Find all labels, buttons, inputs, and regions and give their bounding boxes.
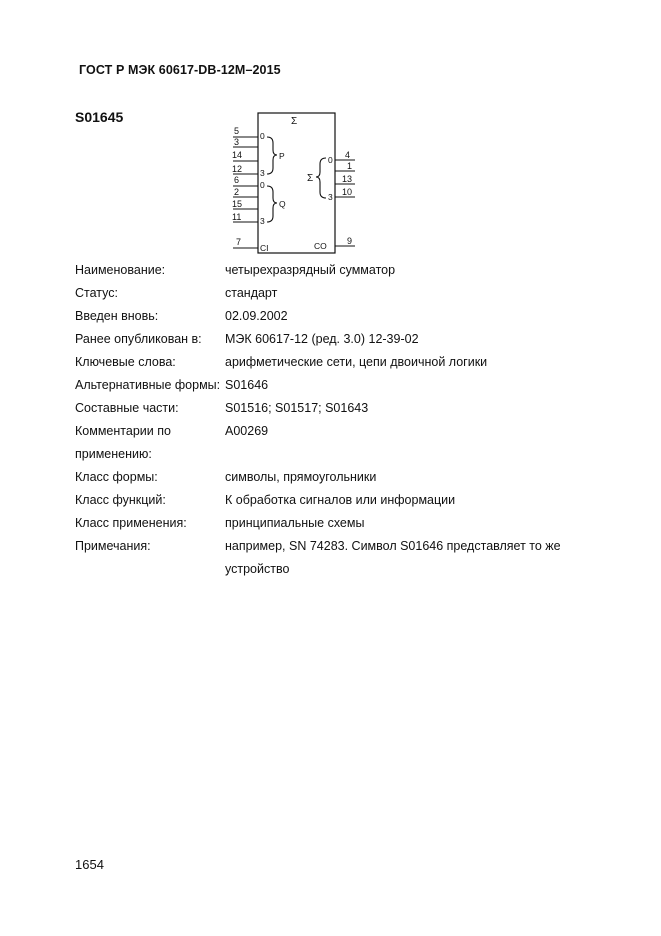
property-value: принципиальные схемы bbox=[225, 516, 365, 530]
co-label: CO bbox=[314, 241, 327, 251]
pin-q1: 2 bbox=[234, 187, 240, 197]
property-value: S01516; S01517; S01643 bbox=[225, 401, 369, 415]
property-row bbox=[75, 328, 595, 351]
sigma-output-label: Σ bbox=[307, 173, 314, 184]
properties-table bbox=[75, 259, 595, 581]
symbol-code: S01645 bbox=[75, 109, 124, 125]
pin-out3: 10 bbox=[342, 187, 353, 197]
group-q-label: Q bbox=[279, 199, 286, 209]
adder-symbol-diagram bbox=[228, 110, 368, 260]
property-label: Статус: bbox=[75, 286, 118, 300]
property-label: Класс применения: bbox=[75, 516, 187, 530]
brace-p bbox=[267, 137, 277, 174]
bit-out-high: 3 bbox=[328, 192, 333, 202]
pin-out0: 4 bbox=[345, 150, 351, 160]
property-value: S01646 bbox=[225, 378, 269, 392]
sigma-title: Σ bbox=[291, 116, 298, 127]
pin-out1: 1 bbox=[347, 161, 353, 171]
property-row bbox=[75, 489, 595, 512]
bit-p-high: 3 bbox=[260, 168, 265, 178]
pin-ci: 7 bbox=[236, 237, 242, 247]
property-label: Примечания: bbox=[75, 539, 151, 553]
document-header: ГОСТ Р МЭК 60617-DB-12M–2015 bbox=[79, 63, 281, 77]
property-value: четырехразрядный сумматор bbox=[225, 263, 396, 277]
group-p-label: P bbox=[279, 151, 285, 161]
property-label: Ранее опубликован в: bbox=[75, 332, 202, 346]
property-row bbox=[75, 512, 595, 535]
property-label: Ключевые слова: bbox=[75, 355, 176, 369]
property-value: стандарт bbox=[225, 286, 278, 300]
property-row bbox=[75, 420, 595, 466]
property-label: Составные части: bbox=[75, 401, 179, 415]
property-label: Класс функций: bbox=[75, 493, 166, 507]
property-row bbox=[75, 374, 595, 397]
ci-label: CI bbox=[260, 243, 269, 253]
property-row bbox=[75, 351, 595, 374]
property-label: Альтернативные формы: bbox=[75, 378, 221, 392]
property-value: A00269 bbox=[225, 424, 269, 438]
brace-q bbox=[267, 186, 277, 222]
property-value: арифметические сети, цепи двоичной логики bbox=[225, 355, 488, 369]
property-label: Введен вновь: bbox=[75, 309, 159, 323]
pin-q3: 11 bbox=[232, 212, 242, 222]
property-label: Наименование: bbox=[75, 263, 166, 277]
page-number: 1654 bbox=[75, 857, 104, 872]
pin-q0: 6 bbox=[234, 175, 240, 185]
property-value: например, SN 74283. Символ S01646 представляет то же устройство bbox=[225, 539, 561, 576]
pin-out2: 13 bbox=[342, 174, 353, 184]
pin-p1: 3 bbox=[234, 137, 240, 147]
property-label: Комментарии по применению: bbox=[75, 424, 171, 461]
property-row bbox=[75, 397, 595, 420]
property-value: К обработка сигналов или информации bbox=[225, 493, 456, 507]
property-row bbox=[75, 305, 595, 328]
pin-p3: 12 bbox=[232, 164, 243, 174]
brace-sum bbox=[316, 158, 326, 198]
property-row bbox=[75, 282, 595, 305]
pin-p0: 5 bbox=[234, 126, 240, 136]
property-value: МЭК 60617-12 (ред. 3.0) 12-39-02 bbox=[225, 332, 419, 346]
property-value: 02.09.2002 bbox=[225, 309, 288, 323]
pin-co: 9 bbox=[347, 236, 353, 246]
bit-q-high: 3 bbox=[260, 216, 265, 226]
pin-q2: 15 bbox=[232, 199, 243, 209]
pin-p2: 14 bbox=[232, 150, 243, 160]
bit-q-low: 0 bbox=[260, 180, 265, 190]
property-value: символы, прямоугольники bbox=[225, 470, 377, 484]
property-label: Класс формы: bbox=[75, 470, 158, 484]
property-row bbox=[75, 466, 595, 489]
property-row bbox=[75, 535, 595, 581]
bit-p-low: 0 bbox=[260, 131, 265, 141]
property-row bbox=[75, 259, 595, 282]
bit-out-low: 0 bbox=[328, 155, 333, 165]
